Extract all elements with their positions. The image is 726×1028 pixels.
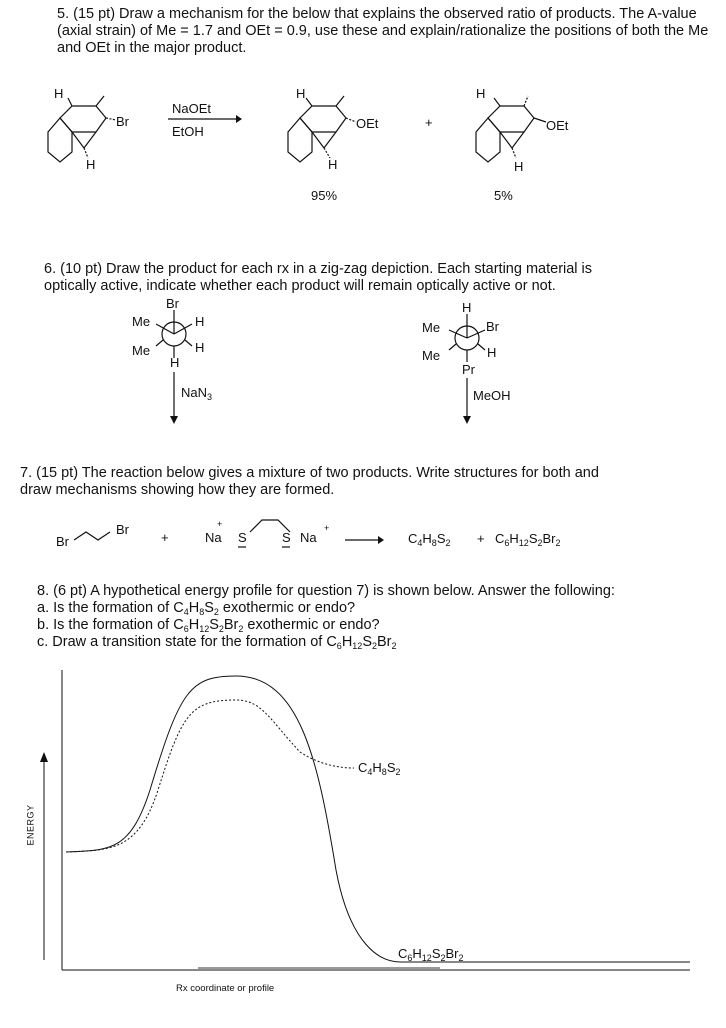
q5-reactant-structure (48, 96, 116, 162)
diagram-label-c6h12s2br2: $C_6H_{12}S_2Br_2$ (398, 946, 464, 963)
q5-arrow-head (236, 115, 242, 123)
q5-major-product-structure (288, 96, 356, 162)
q7-na2-charge: + (324, 523, 330, 533)
q7-s2: S (282, 530, 291, 545)
q8-line2: a. Is the formation of $C_4H_8S_2$ exothermic or endo? (37, 600, 356, 617)
q8-line4: c. Draw a transition state for the formation of $C_6H_{12}S_2Br_2$ (37, 634, 397, 651)
q5-yield-major: 95% (311, 188, 338, 203)
q5-yield-minor: 5% (494, 188, 513, 203)
q7-na1-charge: + (217, 519, 223, 529)
q5-reagent-top: NaOEt (172, 101, 212, 116)
q6-line2: optically active, indicate whether each product will remain optically active or not. (44, 278, 556, 294)
q7-line1: 7. (15 pt) The reaction below gives a mixture of two products. Write structures for both and (20, 465, 599, 481)
q7-line2: draw mechanisms showing how they are formed. (20, 482, 335, 498)
q5-product2-h-top: H (476, 86, 486, 101)
q5-reactant-h-top: H (54, 86, 64, 101)
q6-right-lr: H (487, 345, 497, 360)
q5-product2-h-bottom: H (514, 159, 524, 174)
q7-plus: + (161, 530, 169, 545)
q5-line1: 5. (15 pt) Draw a mechanism for the below that explains the observed ratio of products. The A-value (57, 6, 697, 22)
q5-reactant-h-bottom: H (86, 157, 96, 172)
q5-line2: (axial strain) of Me = 1.7 and OEt = 0.9, use these and explain/rationalize the positions of both the Me (57, 23, 709, 39)
q6-right-ll: Me (422, 348, 441, 363)
q6-left-ll: Me (132, 343, 151, 358)
q6-left-bottom: H (170, 355, 180, 370)
q5-product1-h-top: H (296, 86, 306, 101)
energy-diagram (44, 670, 690, 970)
q5-plus: + (425, 115, 433, 130)
q5-line3: and OEt in the major product. (57, 40, 247, 56)
q7-product-plus: + (477, 531, 485, 546)
q7-product2: $C_6H_{12}S_2Br_2$ (495, 531, 561, 548)
q6-right-ur: Br (486, 319, 499, 334)
q7-na2: Na (300, 530, 317, 545)
energy-axis-label: ENERGY (25, 804, 36, 846)
q6-right-ul: Me (422, 320, 441, 335)
q6-left-reagent: NaN$_3$ (181, 385, 213, 402)
q6-right-bottom: Pr (462, 362, 475, 377)
q5-reagent-bottom: EtOH (172, 124, 204, 139)
q6-line1: 6. (10 pt) Draw the product for each rx in a zig-zag depiction. Each starting material is (44, 261, 593, 277)
q7-br-left: Br (56, 534, 69, 549)
q6-left-lr: H (195, 340, 205, 355)
q5-reactant-br: Br (116, 114, 129, 129)
q8-line1: 8. (6 pt) A hypothetical energy profile for question 7) is shown below. Answer the following: (37, 583, 615, 599)
diagram-label-c4h8s2: $C_4H_8S_2$ (358, 760, 401, 777)
q7-na1: Na (205, 530, 222, 545)
q7-product1: $C_4H_8S_2$ (408, 531, 451, 548)
q6-right-top: H (462, 300, 472, 315)
q6-left-ul: Me (132, 314, 151, 329)
q5-product1-oet: OEt (356, 116, 379, 131)
q7-s1: S (238, 530, 247, 545)
q7-br-right: Br (116, 522, 129, 537)
dashed-energy-curve (66, 700, 354, 852)
q6-left-ur: H (195, 314, 205, 329)
q6-right-reagent: MeOH (473, 388, 511, 403)
q5-product1-h-bottom: H (328, 157, 338, 172)
q6-left-top: Br (166, 296, 179, 311)
solid-energy-curve (66, 676, 690, 962)
q7-dibromide-chain (74, 532, 110, 540)
x-axis-label: Rx coordinate or profile (176, 983, 275, 994)
q8-line3: b. Is the formation of $C_6H_{12}S_2Br_2$ exothermic or endo? (37, 617, 380, 634)
q5-product2-oet: OEt (546, 118, 569, 133)
q5-minor-product-structure (476, 96, 546, 162)
